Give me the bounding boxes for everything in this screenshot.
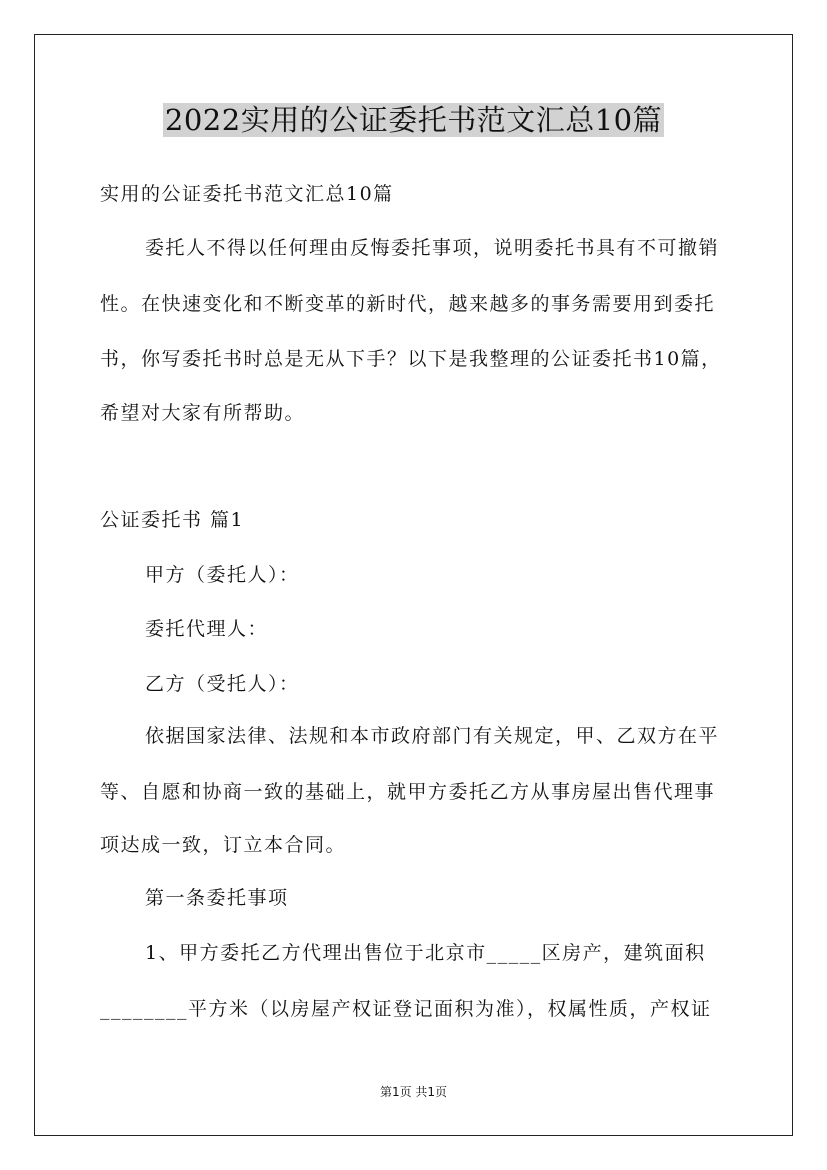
- paragraph-line: 性。在快速变化和不断变革的新时代，越来越多的事务需要用到委托: [100, 293, 716, 315]
- subtitle-line: 实用的公证委托书范文汇总10篇: [100, 183, 394, 205]
- paragraph-line: 委托人不得以任何理由反悔委托事项，说明委托书具有不可撤销: [145, 237, 720, 259]
- document-title-text: 2022实用的公证委托书范文汇总10篇: [164, 103, 663, 137]
- paragraph-line: 项达成一致，订立本合同。: [100, 834, 347, 856]
- paragraph-line: 依据国家法律、法规和本市政府部门有关规定，甲、乙双方在平: [145, 725, 720, 747]
- paragraph-line: 等、自愿和协商一致的基础上，就甲方委托乙方从事房屋出售代理事: [100, 781, 716, 803]
- page-footer: 第1页 共1页: [379, 1085, 448, 1099]
- article-heading: 第一条委托事项: [145, 887, 289, 909]
- section-heading: 公证委托书 篇1: [100, 509, 245, 531]
- party-b-line: 乙方（受托人）：: [145, 673, 300, 695]
- party-a-line: 甲方（委托人）：: [145, 564, 300, 586]
- agent-line: 委托代理人：: [145, 618, 269, 640]
- paragraph-line: 希望对大家有所帮助。: [100, 402, 306, 424]
- paragraph-line: 书，你写委托书时总是无从下手？以下是我整理的公证委托书10篇，: [100, 348, 722, 370]
- paragraph-line: 1、甲方委托乙方代理出售位于北京市_____区房产，建筑面积: [145, 942, 706, 964]
- paragraph-line: ________平方米（以房屋产权证登记面积为准），权属性质，产权证: [100, 998, 712, 1020]
- document-title: [0, 98, 827, 142]
